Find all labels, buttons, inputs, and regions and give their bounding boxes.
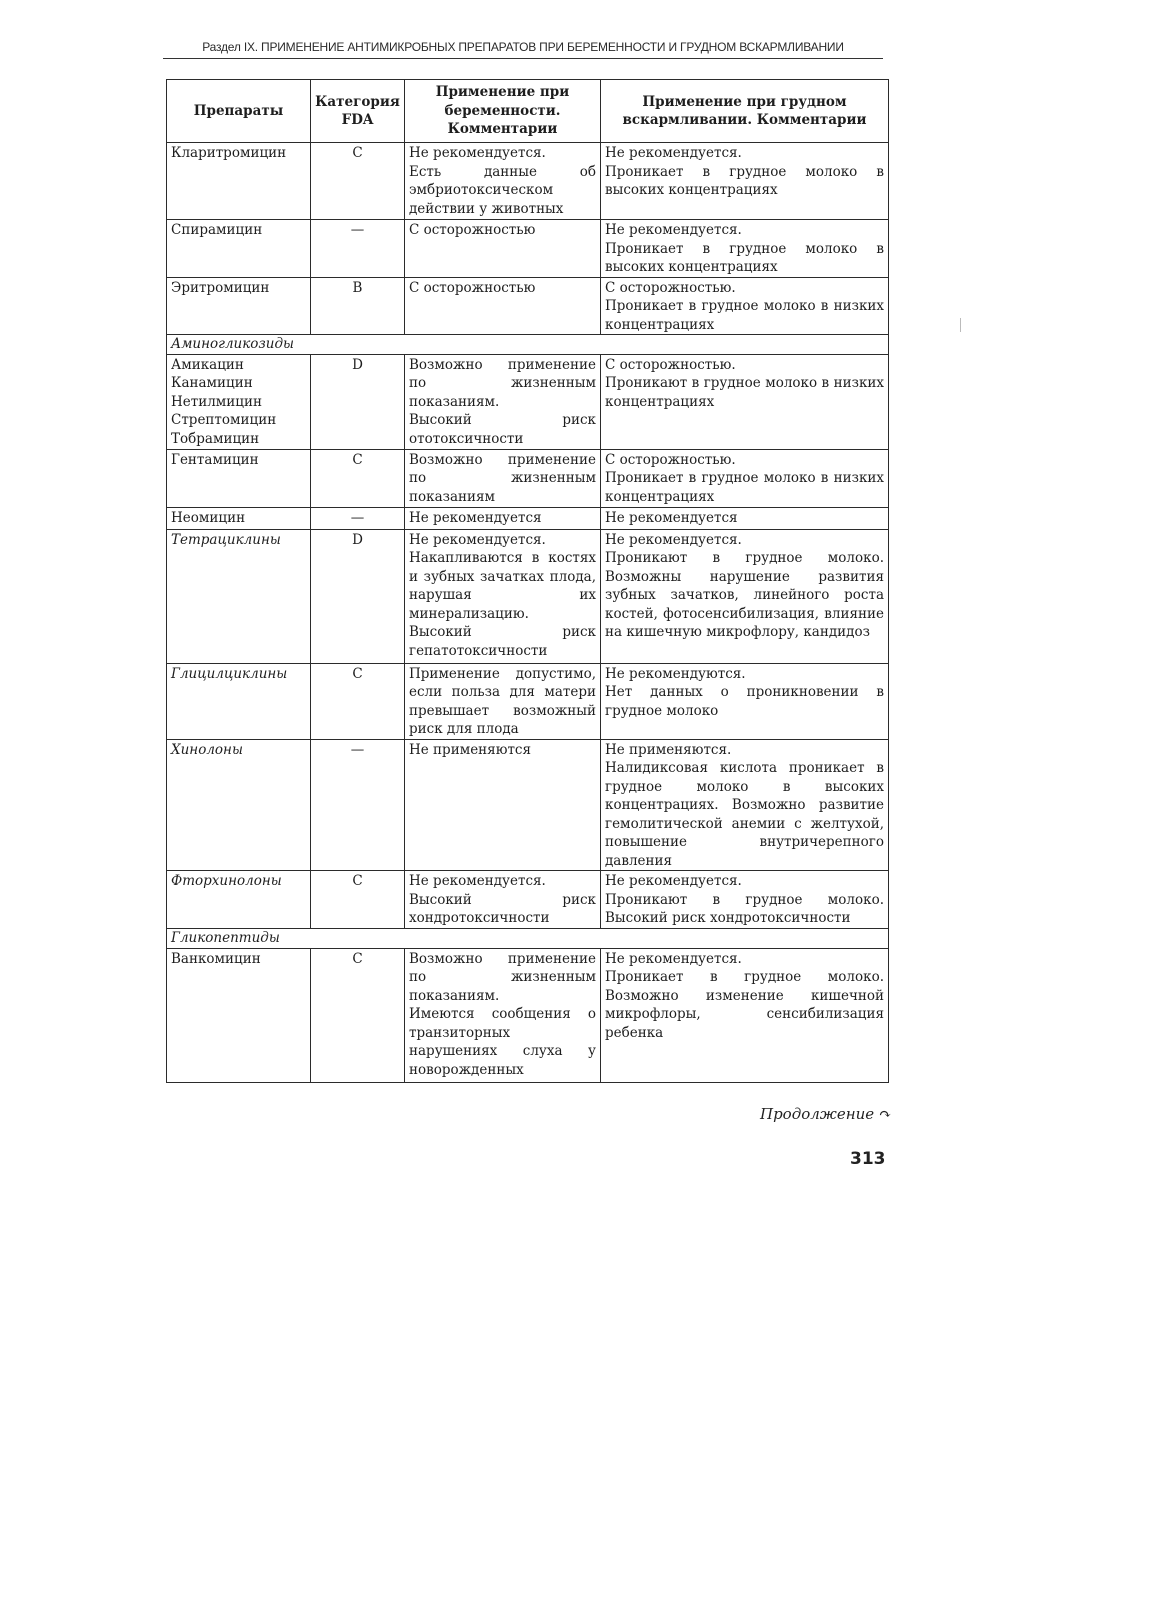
table-row (167, 739, 889, 871)
running-header: Раздел IX. ПРИМЕНЕНИЕ АНТИМИКРОБНЫХ ПРЕПАРАТОВ ПРИ БЕРЕМЕННОСТИ И ГРУДНОМ ВСКАРМЛИВАНИИ (202, 40, 844, 54)
pregnancy-comment-cell (405, 354, 601, 449)
pregnancy-comment-cell (405, 143, 601, 220)
continuation-note: Продолжение ↷ (760, 1105, 892, 1123)
pregnancy-comment-cell-line: Есть данные об эмбриотоксическом действии у животных (409, 163, 596, 217)
table-section-row (167, 929, 889, 949)
column-header-drugs: Препараты (167, 80, 311, 143)
pregnancy-comment-cell-line: Имеются сообщения о транзиторных нарушениях слуха у новорожденных (409, 1006, 596, 1078)
drug-name-cell (167, 277, 311, 335)
drug-name-cell-line: Кларитромицин (171, 145, 287, 161)
pregnancy-comment-cell-line: С осторожностью (409, 222, 536, 238)
section-heading: Аминогликозиды (167, 335, 889, 355)
fda-category-cell: — (311, 507, 405, 529)
pregnancy-comment-cell (405, 948, 601, 1082)
column-header-lactation: Применение при грудном вскармливании. Комментарии (601, 80, 889, 143)
pregnancy-comment-cell (405, 449, 601, 507)
table-row (167, 449, 889, 507)
drug-name-cell-line: Глицилциклины (171, 665, 288, 682)
lactation-comment-cell-line: С осторожностью. (605, 356, 736, 373)
table-header-row (167, 80, 889, 143)
pregnancy-comment-cell-line: Применение допустимо, если польза для матери превышает возможный риск для плода (409, 665, 596, 737)
page-number: 313 (850, 1149, 886, 1169)
lactation-comment-cell-line: Нет данных о проникновении в грудное молоко (605, 684, 884, 719)
drug-name-cell (167, 507, 311, 529)
fda-category-cell: — (311, 739, 405, 871)
fda-category-cell: C (311, 143, 405, 220)
lactation-comment-cell-line: Не рекомендуется. (605, 145, 742, 161)
drug-name-cell (167, 663, 311, 739)
fda-category-cell: D (311, 354, 405, 449)
table-row (167, 143, 889, 220)
fda-category-cell: — (311, 220, 405, 278)
pregnancy-comment-cell-line: Не рекомендуется. (409, 531, 546, 548)
drug-name-cell-line: Гентамицин (171, 451, 259, 468)
table-body (167, 143, 889, 1083)
pregnancy-comment-cell-line: Накапливаются в костях и зубных зачатках плода, нарушая их минерализацию. (409, 550, 596, 622)
lactation-comment-cell-line: С осторожностью. (605, 279, 736, 296)
drug-name-cell-line: Ванкомицин (171, 950, 261, 967)
drug-name-cell-line: Нетилмицин (171, 393, 262, 410)
drug-name-cell (167, 143, 311, 220)
pregnancy-comment-cell-line: Высокий риск хондротоксичности (409, 891, 596, 926)
lactation-comment-cell-line: Не применяются. (605, 741, 732, 758)
drug-name-cell (167, 529, 311, 663)
fda-category-cell: C (311, 449, 405, 507)
lactation-comment-cell-line: Не рекомендуется. (605, 950, 742, 967)
fda-category-cell: C (311, 663, 405, 739)
table-row (167, 948, 889, 1082)
lactation-comment-cell-line: Налидиксовая кислота проникает в грудное молоко в высоких концентрациях. Возможно развитие гемолитической анемии с желтухой, повышение внутричерепного давления (605, 760, 884, 869)
drug-name-cell (167, 220, 311, 278)
antimicrobial-table (166, 79, 889, 1083)
pregnancy-comment-cell (405, 871, 601, 929)
lactation-comment-cell-line: Не рекомендуется (605, 509, 738, 526)
lactation-comment-cell (601, 449, 889, 507)
pregnancy-comment-cell (405, 663, 601, 739)
drug-name-cell-line: Тетрациклины (171, 531, 281, 548)
fda-category-cell: B (311, 277, 405, 335)
lactation-comment-cell (601, 948, 889, 1082)
pregnancy-comment-cell (405, 277, 601, 335)
lactation-comment-cell-line: Проникают в грудное молоко в низких концентрациях (605, 375, 884, 410)
drug-name-cell-line: Тобрамицин (171, 430, 260, 447)
drug-name-cell-line: Хинолоны (171, 741, 243, 758)
lactation-comment-cell (601, 871, 889, 929)
lactation-comment-cell (601, 507, 889, 529)
column-header-fda-category: Категория FDA (311, 80, 405, 143)
pregnancy-comment-cell-line: Возможно применение по жизненным показаниям. (409, 356, 596, 410)
table-row (167, 871, 889, 929)
pregnancy-comment-cell-line: Возможно применение по жизненным показаниям. (409, 950, 596, 1004)
pregnancy-comment-cell (405, 507, 601, 529)
lactation-comment-cell (601, 529, 889, 663)
lactation-comment-cell-line: Проникает в грудное молоко. Возможно изменение кишечной микрофлоры, сенсибилизация ребенка (605, 969, 884, 1041)
drug-name-cell (167, 871, 311, 929)
drug-name-cell (167, 354, 311, 449)
pregnancy-comment-cell-line: Высокий риск гепатотоксичности (409, 624, 596, 659)
lactation-comment-cell-line: Проникает в грудное молоко в низких концентрациях (605, 470, 884, 505)
drug-name-cell (167, 948, 311, 1082)
lactation-comment-cell (601, 277, 889, 335)
table-row (167, 354, 889, 449)
table-row (167, 507, 889, 529)
fda-category-cell: C (311, 948, 405, 1082)
column-header-pregnancy: Применение при беременности. Комментарии (405, 80, 601, 143)
pregnancy-comment-cell-line: Не применяются (409, 741, 531, 758)
lactation-comment-cell-line: Не рекомендуется. (605, 531, 742, 548)
drug-name-cell-line: Фторхинолоны (171, 873, 282, 889)
pregnancy-comment-cell (405, 739, 601, 871)
pregnancy-comment-cell-line: Возможно применение по жизненным показаниям (409, 451, 596, 505)
drug-name-cell (167, 739, 311, 871)
drug-name-cell-line: Стрептомицин (171, 412, 277, 428)
lactation-comment-cell-line: Проникают в грудное молоко. Возможны нарушение развития зубных зачатков, линейного роста костей, фотосенсибилизация, влияние на кишечную микрофлору, кандидоз (605, 550, 884, 640)
table-row (167, 529, 889, 663)
lactation-comment-cell-line: Не рекомендуется. (605, 873, 742, 889)
drug-name-cell-line: Амикацин (171, 356, 244, 373)
fda-category-cell: D (311, 529, 405, 663)
pregnancy-comment-cell-line: С осторожностью (409, 279, 536, 296)
drug-name-cell (167, 449, 311, 507)
pregnancy-comment-cell (405, 529, 601, 663)
lactation-comment-cell-line: Проникает в грудное молоко в высоких концентрациях (605, 163, 884, 198)
lactation-comment-cell-line: Не рекомендуются. (605, 665, 746, 682)
table-section-row (167, 335, 889, 355)
lactation-comment-cell-line: Не рекомендуется. (605, 222, 742, 238)
table-row (167, 220, 889, 278)
drug-name-cell-line: Неомицин (171, 509, 246, 526)
margin-mark (960, 318, 961, 332)
lactation-comment-cell (601, 354, 889, 449)
header-rule (163, 58, 883, 59)
lactation-comment-cell (601, 739, 889, 871)
lactation-comment-cell-line: Проникают в грудное молоко. Высокий риск хондротоксичности (605, 891, 884, 926)
lactation-comment-cell-line: Проникает в грудное молоко в низких концентрациях (605, 298, 884, 333)
section-heading: Гликопептиды (167, 929, 889, 949)
pregnancy-comment-cell-line: Не рекомендуется. (409, 873, 546, 889)
table-row (167, 663, 889, 739)
drug-name-cell-line: Эритромицин (171, 279, 270, 296)
drug-name-cell-line: Спирамицин (171, 222, 263, 238)
lactation-comment-cell-line: Проникает в грудное молоко в высоких концентрациях (605, 240, 884, 275)
pregnancy-comment-cell-line: Не рекомендуется (409, 509, 542, 526)
table-row (167, 277, 889, 335)
lactation-comment-cell (601, 663, 889, 739)
lactation-comment-cell (601, 220, 889, 278)
lactation-comment-cell-line: С осторожностью. (605, 451, 736, 468)
pregnancy-comment-cell-line: Не рекомендуется. (409, 145, 546, 161)
drug-name-cell-line: Канамицин (171, 375, 253, 391)
pregnancy-comment-cell (405, 220, 601, 278)
fda-category-cell: C (311, 871, 405, 929)
lactation-comment-cell (601, 143, 889, 220)
pregnancy-comment-cell-line: Высокий риск ототоксичности (409, 412, 596, 447)
